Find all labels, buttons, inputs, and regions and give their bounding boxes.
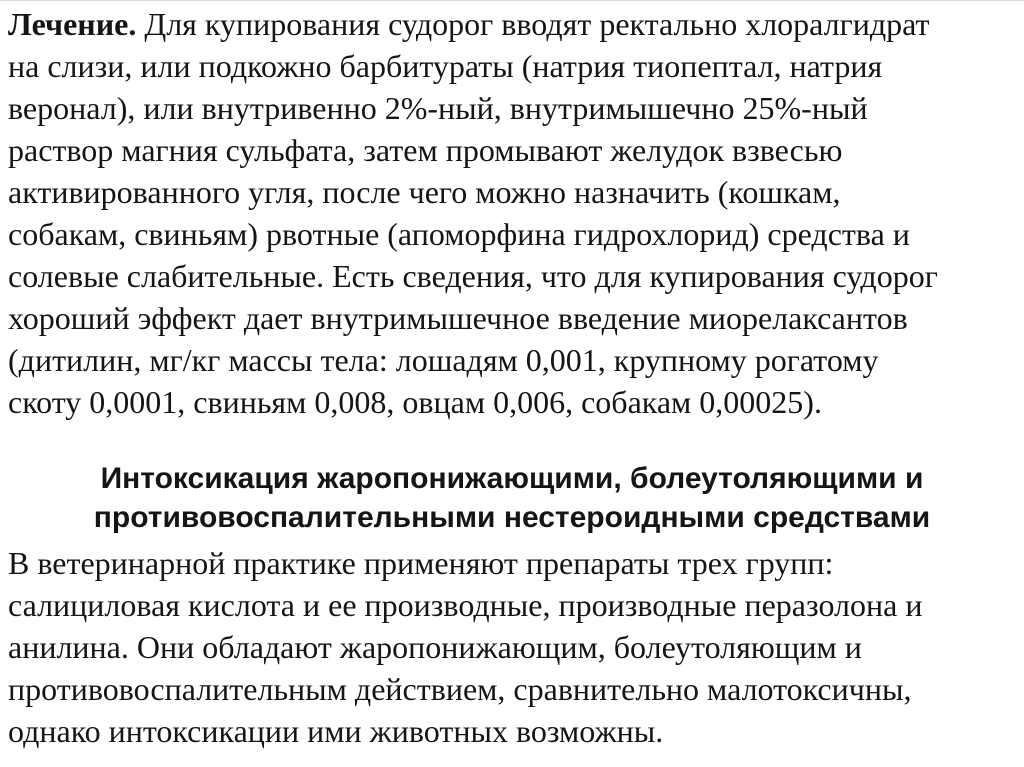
paragraph-line <box>8 3 938 45</box>
paragraph-line: однако интоксикации ими животных возможны. <box>8 713 664 749</box>
paragraph-line: на слизи, или подкожно барбитураты (натрия тиопептал, натрия <box>8 48 883 84</box>
section-body-paragraph <box>8 542 922 752</box>
paragraph-line: активированного угля, после чего можно назначить (кошкам, <box>8 174 841 210</box>
paragraph-line: собакам, свиньям) рвотные (апоморфина гидрохлорид) средства и <box>8 216 910 252</box>
section-heading <box>0 459 1024 537</box>
paragraph-line: противовоспалительным действием, сравнительно малотоксичны, <box>8 671 912 707</box>
heading-line: противовоспалительными нестероидными средствами <box>93 501 931 534</box>
paragraph-line: (дитилин, мг/кг массы тела: лошадям 0,001, крупному рогатому <box>8 342 879 378</box>
paragraph-line: веронал), или внутривенно 2%-ный, внутримышечно 25%-ный <box>8 90 868 126</box>
heading-line: Интоксикация жаропонижающими, болеутоляющими и <box>100 462 924 495</box>
paragraph-line: солевые слабительные. Есть сведения, что для купирования судорог <box>8 258 938 294</box>
paragraph-line-text: Для купирования судорог вводят ректально хлоралгидрат <box>136 6 930 42</box>
treatment-lead-term: Лечение. <box>8 6 137 42</box>
paragraph-line: салициловая кислота и ее производные, производные перазолона и <box>8 587 923 623</box>
paragraph-line: скоту 0,0001, свиньям 0,008, овцам 0,006, собакам 0,00025). <box>8 384 822 420</box>
treatment-paragraph <box>8 3 938 423</box>
paragraph-line: хороший эффект дает внутримышечное введение миорелаксантов <box>8 300 908 336</box>
top-border-line <box>0 0 1024 1</box>
paragraph-line: анилина. Они обладают жаропонижающим, болеутоляющим и <box>8 629 862 665</box>
paragraph-line: раствор магния сульфата, затем промывают желудок взвесью <box>8 132 843 168</box>
paragraph-line: В ветеринарной практике применяют препараты трех групп: <box>8 545 834 581</box>
